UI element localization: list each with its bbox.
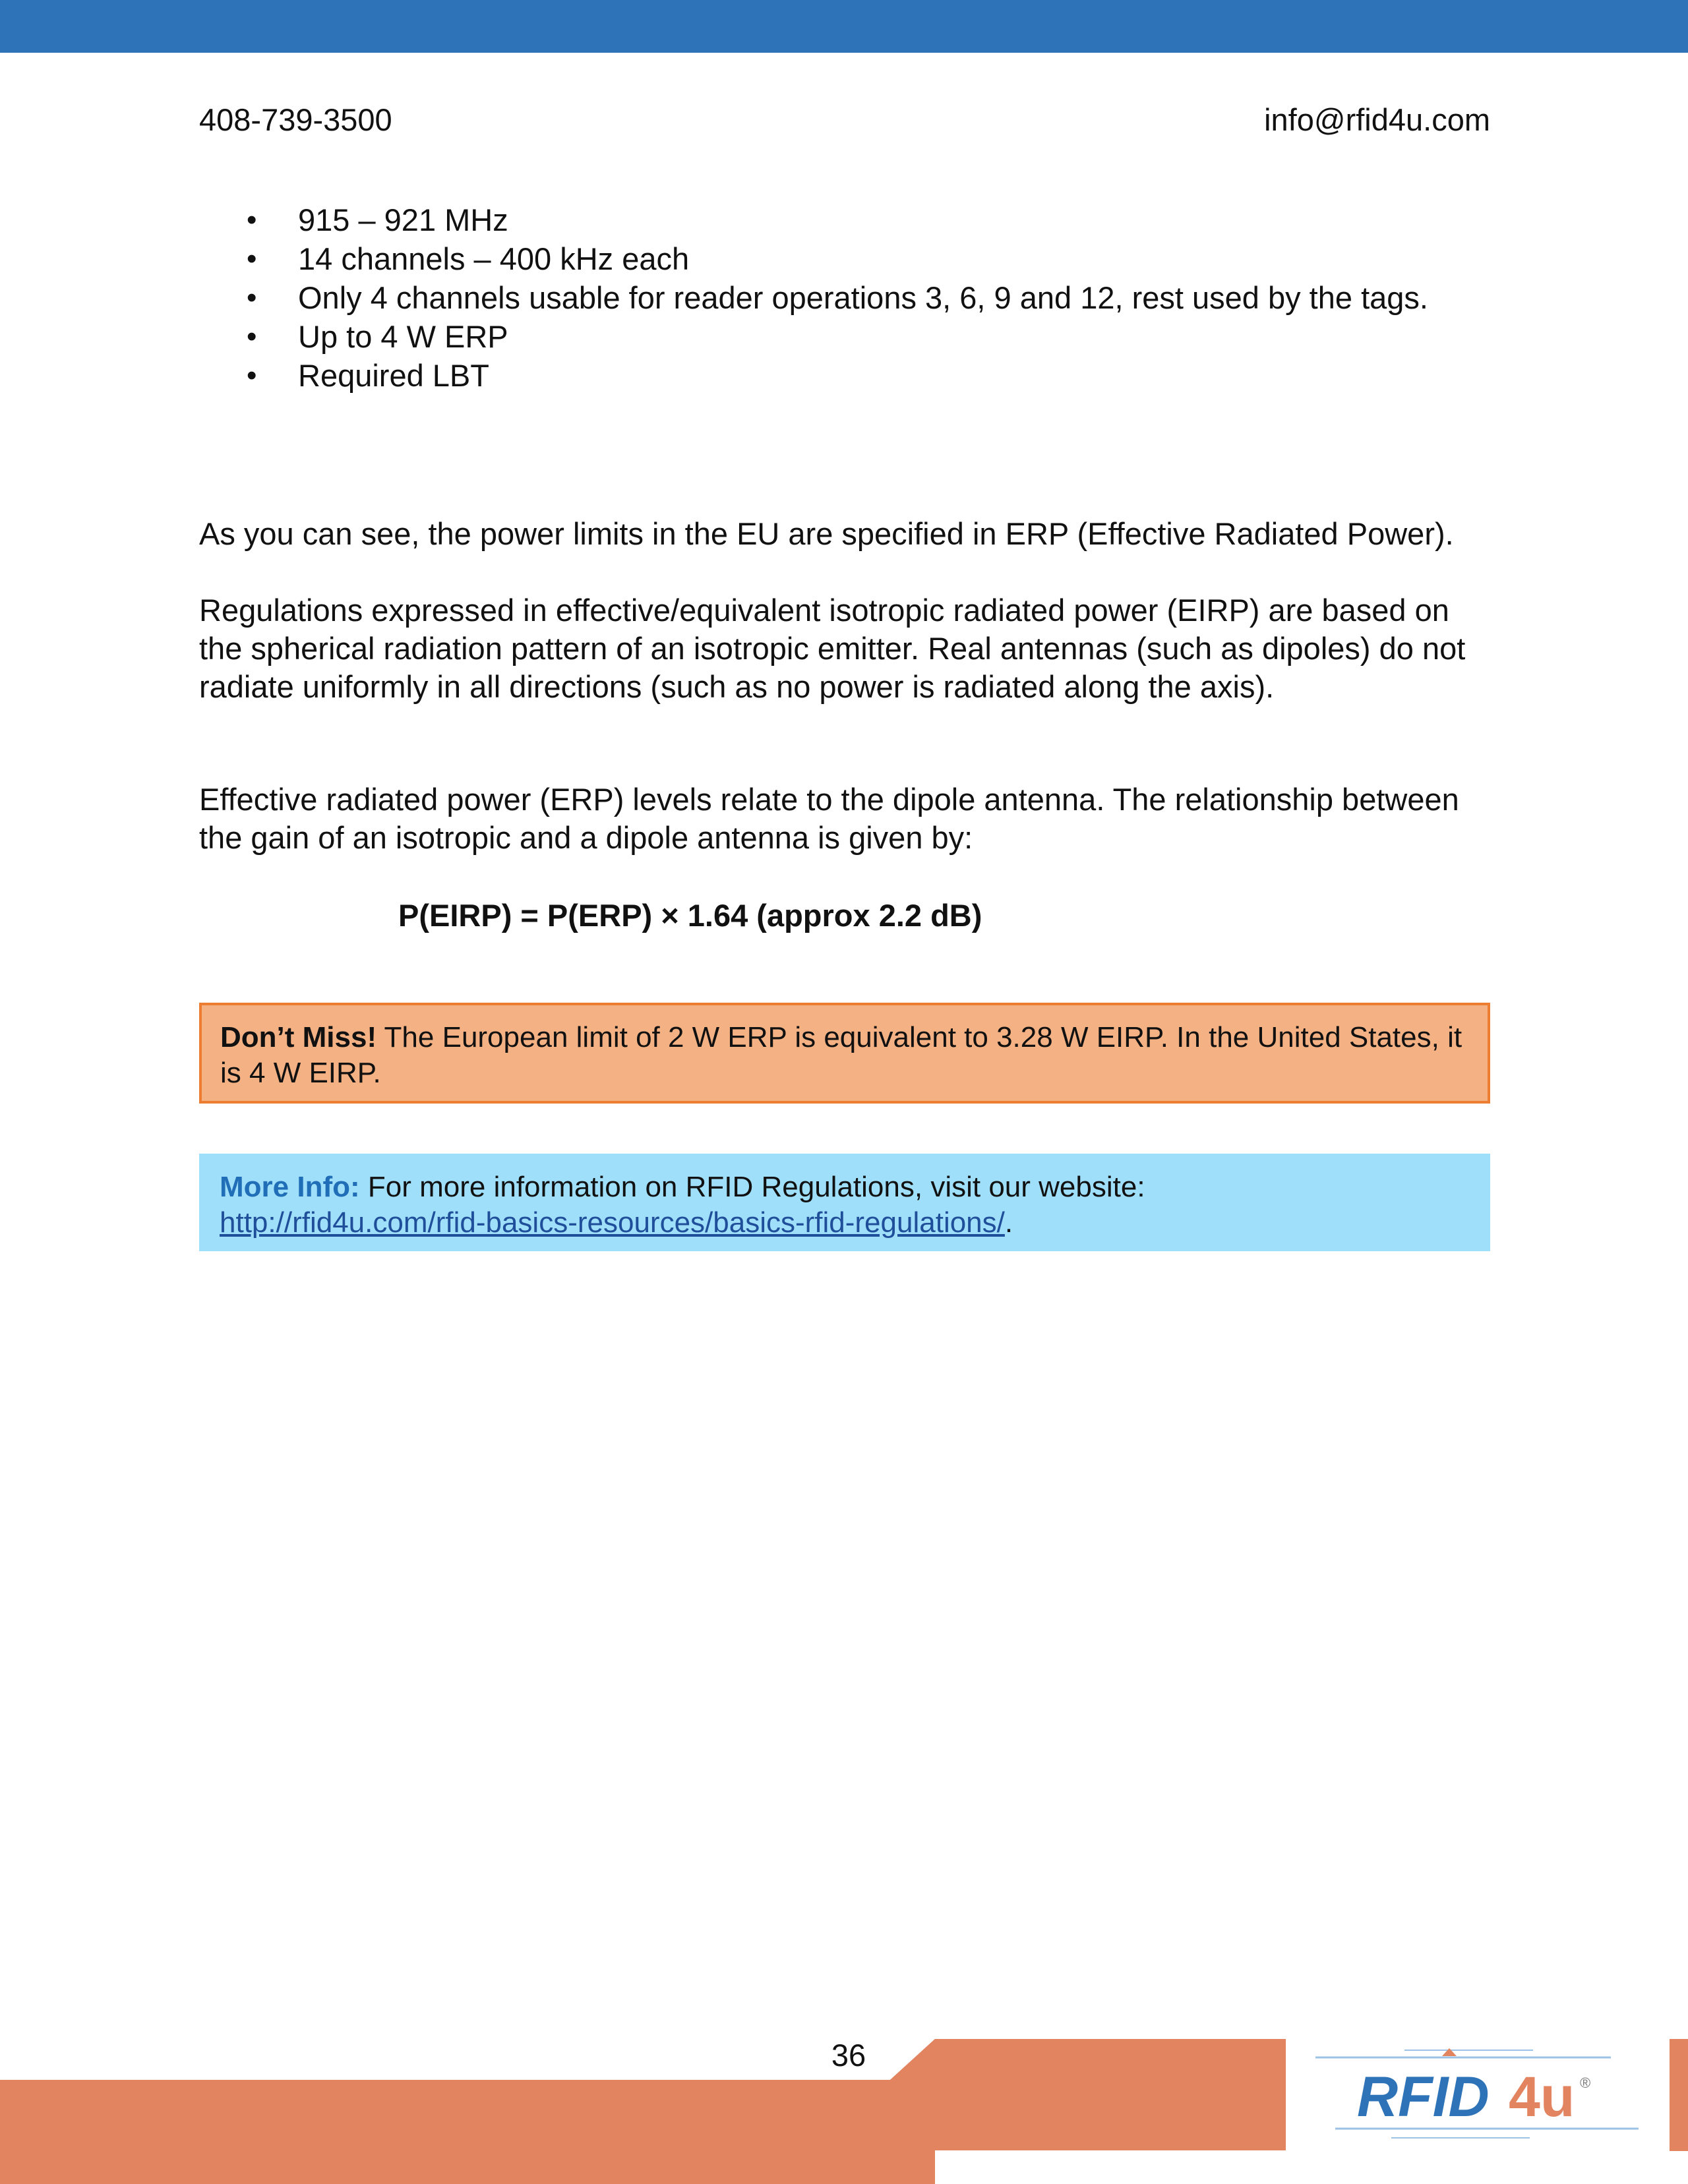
footer-band-right: [890, 2039, 1286, 2184]
header-email: info@rfid4u.com: [1264, 102, 1490, 137]
dont-miss-text: The European limit of 2 W ERP is equivalent to 3.28 W EIRP. In the United States, it is 4 W EIRP.: [220, 1021, 1462, 1089]
paragraph-eirp: Regulations expressed in effective/equivalent isotropic radiated power (EIRP) are based on the spherical radiation pattern of an isotropic emitter. Real antennas (such as dipoles) do not radiate uniformly in all directions (such as no power is radiated along the axis).: [199, 593, 1466, 704]
link-period: .: [1004, 1206, 1013, 1239]
more-info-callout: [199, 1154, 1490, 1251]
formula: P(EIRP) = P(ERP) × 1.64 (approx 2.2 dB): [398, 898, 982, 933]
top-header-bar: [0, 0, 1688, 53]
bullet-item: • Up to 4 W ERP: [298, 317, 1498, 356]
paragraph-erp-intro: As you can see, the power limits in the EU are specified in ERP (Effective Radiated Power).: [199, 516, 1454, 551]
regulations-link[interactable]: http://rfid4u.com/rfid-basics-resources/basics-rfid-regulations/: [220, 1206, 1005, 1239]
bullet-list: [298, 200, 1498, 395]
bullet-item: • Only 4 channels usable for reader operations 3, 6, 9 and 12, rest used by the tags.: [298, 278, 1498, 317]
logo-triangle-icon: [1442, 2048, 1457, 2056]
more-info-text: For more information on RFID Regulations, visit our website:: [367, 1171, 1145, 1203]
bullet-item: • Required LBT: [298, 356, 1498, 395]
logo-registered-mark: ®: [1580, 2075, 1591, 2091]
paragraph-relationship: Effective radiated power (ERP) levels relate to the dipole antenna. The relationship between the gain of an isotropic and a dipole antenna is given by:: [199, 782, 1459, 855]
dont-miss-label: Don’t Miss!: [220, 1021, 377, 1053]
footer-graphic: [0, 2030, 1688, 2184]
bullet-item: • 14 channels – 400 kHz each: [298, 239, 1498, 278]
logo-text-4u: 4u: [1509, 2065, 1575, 2129]
more-info-label: More Info:: [220, 1171, 360, 1203]
header-phone: 408-739-3500: [199, 102, 392, 137]
page-number-text: 36: [831, 2038, 866, 2073]
logo-text-rfid: RFID: [1357, 2065, 1490, 2129]
footer-band-left: [0, 2080, 890, 2184]
dont-miss-callout: [199, 1003, 1490, 1104]
bullet-item: • 915 – 921 MHz: [298, 200, 1498, 239]
footer-band-edge: [1670, 2039, 1688, 2151]
